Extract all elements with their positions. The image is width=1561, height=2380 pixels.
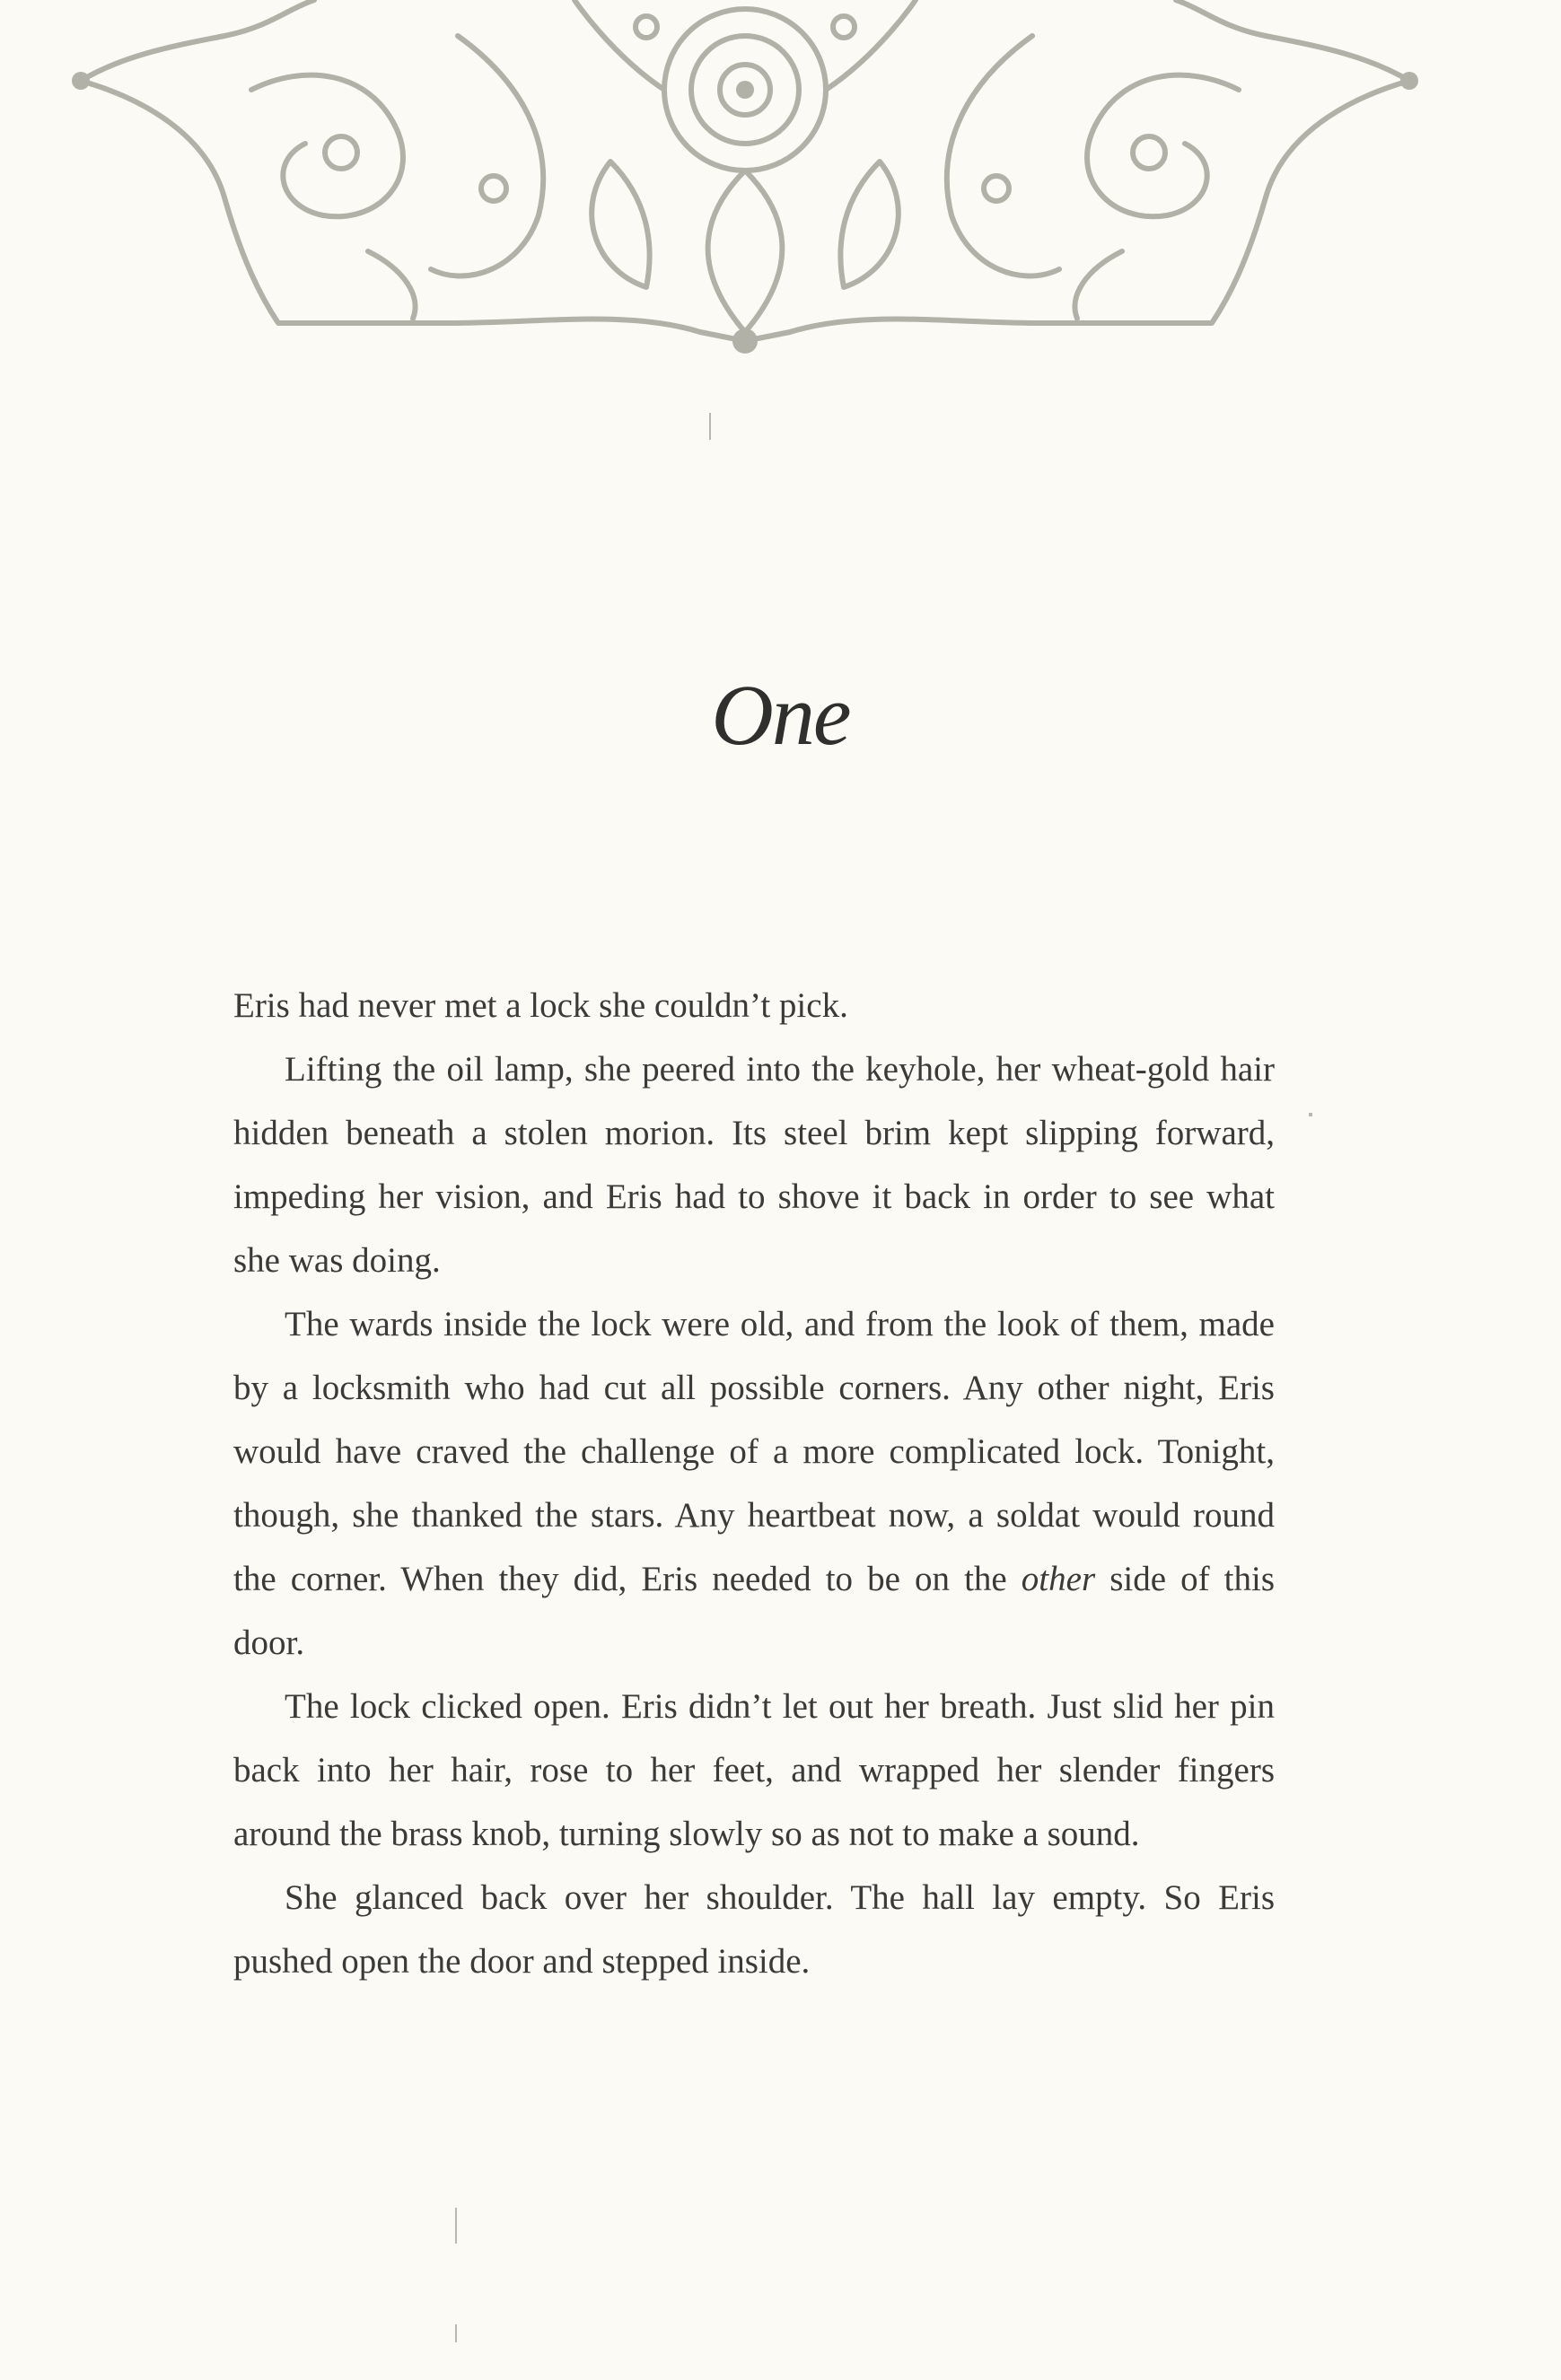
chapter-body [233,974,1275,1993]
scan-speck [455,2208,457,2244]
paragraph-3 [233,1292,1275,1675]
ornamental-filigree-icon [72,0,1418,359]
chapter-title: One [711,667,850,764]
paragraph-1: Eris had never met a lock she couldn’t pick. [233,986,848,1025]
paragraph-4: The lock clicked open. Eris didn’t let out her breath. Just slid her pin back into her hair, rose to her feet, and wrapped her slender fingers around the brass knob, turning slowly so as not to make a sound. [233,1687,1275,1853]
scan-speck [709,413,711,440]
paragraph-3-lead: The wards inside the lock were old, and from the look of them, made by a locksmith who had cut all possible corners. Any other night, Eris would have craved the challenge of a more complicated lock. Tonight, though, she thanked the stars. Any heartbeat now, a soldat would round the corner. When they did, Eris needed to be on the [233,1305,1275,1598]
paragraph-5: She glanced back over her shoulder. The hall lay empty. So Eris pushed open the door and stepped inside. [233,1878,1275,1981]
scan-speck [455,2324,457,2342]
emphasis-other: other [1021,1560,1096,1598]
scan-speck [1309,1113,1312,1116]
paragraph-2: Lifting the oil lamp, she peered into the keyhole, her wheat-gold hair hidden beneath a stolen morion. Its steel brim kept slipping forward, impeding her vision, and Eris had to shove it back in order to see what she was doing. [233,1050,1275,1280]
paragraph-3-tail: side of this door. [233,1560,1275,1662]
